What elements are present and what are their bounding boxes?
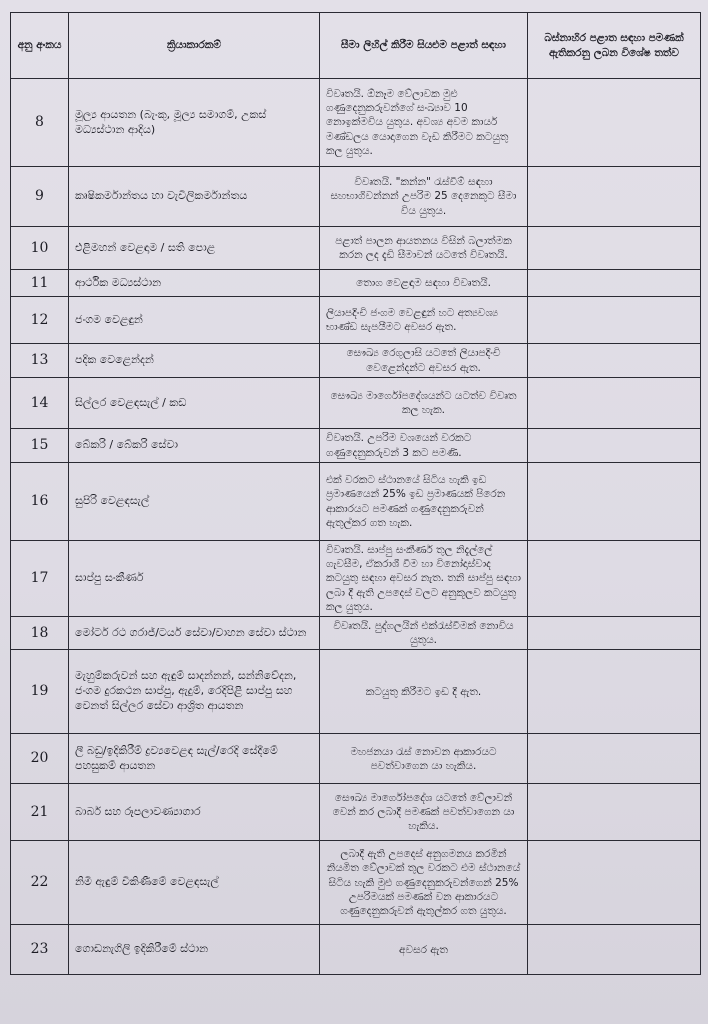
row-activity: සිල්ලර වෙළඳසැල් / කඩ: [69, 378, 320, 429]
header-western-province: බස්නාහිර පළාත සඳහා පමණක් ඇතිකරනු ලබන විශේෂ තත්ව: [528, 13, 701, 79]
header-activity: ක්‍රියාකාරකම්: [69, 13, 320, 79]
table-row: [11, 429, 701, 463]
row-activity: මෝටර් රථ ගරාජ්/ටයර් සේවා/වාහන සේවා ස්ථාන: [69, 616, 320, 649]
row-western-province-condition: [528, 541, 701, 617]
row-activity: බේකරි / බේකරි සේවා: [69, 429, 320, 463]
row-all-provinces-condition: විවෘතයි. පුද්ගලයින් එක්රැස්වීමක් නොවිය යුතුය.: [320, 616, 528, 649]
row-all-provinces-condition: විවෘතයි. උපරිම වශයෙන් වරකට ගණුදෙනුකරුවන් 3 කට පමණි.: [320, 429, 528, 463]
row-activity: ආර්ථික මධ්‍යස්ථාන: [69, 270, 320, 297]
row-activity: ජංගම වෙළඳුන්: [69, 297, 320, 344]
row-activity: සාප්පු සංකීර්ණ: [69, 541, 320, 617]
header-serial-no: අනු අංකය: [11, 13, 69, 79]
row-all-provinces-condition: සෞඛ්‍ය මාර්ගෝපදේශ යටතේ වේලාවන් වෙන් කර ලබාදී පමණක් පවත්වාගෙන යා හැකිය.: [320, 784, 528, 841]
row-activity: පදික වෙළෙන්දන්: [69, 344, 320, 378]
row-serial-no: 12: [11, 297, 69, 344]
header-all-provinces: සීමා ලිහිල් කිරීම සියළුම පළාත් සඳහා: [320, 13, 528, 79]
row-activity: නිමි ඇඳුම් විකිණීමේ වෙළඳසැල්: [69, 841, 320, 925]
row-all-provinces-condition: පළාත් පාලන ආයතනය විසින් බලාත්මක කරන ලද දැඩි සීමාවන් යටතේ විවෘතයි.: [320, 227, 528, 270]
row-western-province-condition: [528, 297, 701, 344]
row-western-province-condition: [528, 227, 701, 270]
row-serial-no: 11: [11, 270, 69, 297]
table-row: [11, 297, 701, 344]
table-row: [11, 378, 701, 429]
row-serial-no: 18: [11, 616, 69, 649]
row-activity: කෘෂිකර්මාන්තය හා වැවිලිකර්මාන්තය: [69, 167, 320, 227]
table-row: [11, 167, 701, 227]
table-body: [11, 79, 701, 975]
row-all-provinces-condition: විවෘතයි. ඕනෑම වේලාවක මුළු ගණුදෙනුකරුවන්ගේ සංඛ්‍යාව 10 නොඉක්මවිය යුතුය. අවශ්‍ය අවම කාර්ය මණ්ඩලය යොදාගෙන වැඩ කිරීමට කටයුතු කල යුතුය.: [320, 79, 528, 167]
row-serial-no: 8: [11, 79, 69, 167]
table-row: [11, 270, 701, 297]
row-activity: මූල්‍ය ආයතන (බැංකු, මූල්‍ය සමාගම්, උකස් මධ්‍යස්ථාන ආදිය): [69, 79, 320, 167]
row-all-provinces-condition: කටයුතු කිරීමට ඉඩ දී ඇත.: [320, 650, 528, 734]
row-activity: ගොඩනැගිලි ඉදිකිරීමේ ස්ථාන: [69, 925, 320, 975]
row-serial-no: 23: [11, 925, 69, 975]
table-row: [11, 344, 701, 378]
row-western-province-condition: [528, 463, 701, 541]
row-serial-no: 20: [11, 734, 69, 784]
row-western-province-condition: [528, 925, 701, 975]
row-western-province-condition: [528, 616, 701, 649]
row-all-provinces-condition: අවසර ඇත: [320, 925, 528, 975]
table-row: [11, 650, 701, 734]
row-activity: එළිමහන් වෙළඳාම / සති පොළ: [69, 227, 320, 270]
row-serial-no: 22: [11, 841, 69, 925]
row-activity: බාබර් සහ රූපලාවණ්‍යාගාර: [69, 784, 320, 841]
row-western-province-condition: [528, 650, 701, 734]
row-western-province-condition: [528, 167, 701, 227]
row-serial-no: 19: [11, 650, 69, 734]
row-western-province-condition: [528, 79, 701, 167]
table-row: [11, 734, 701, 784]
row-all-provinces-condition: විවෘතයි. "කන්න" රැස්වීම් සඳහා සහභාගිවන්නන් උපරිම 25 දෙනෙකුට සීමා විය යුතුය.: [320, 167, 528, 227]
table-row: [11, 541, 701, 617]
row-serial-no: 16: [11, 463, 69, 541]
row-activity: සුපිරි වෙළඳසැල්: [69, 463, 320, 541]
row-western-province-condition: [528, 734, 701, 784]
row-serial-no: 14: [11, 378, 69, 429]
row-western-province-condition: [528, 784, 701, 841]
restrictions-table: [10, 12, 701, 975]
row-all-provinces-condition: තොග වෙළඳාම සඳහා විවෘතයි.: [320, 270, 528, 297]
row-western-province-condition: [528, 344, 701, 378]
table-row: [11, 463, 701, 541]
row-serial-no: 21: [11, 784, 69, 841]
row-western-province-condition: [528, 841, 701, 925]
row-western-province-condition: [528, 429, 701, 463]
row-all-provinces-condition: ලබාදී ඇති උපදෙස් අනුගමනය කරමින් නියමිත වේලාවක් තුල වරකට එම ස්ථානයේ සිටිය හැකි මුළු ගණුදෙනුකරුවන්ගෙන් 25% උපරිමයක් පමණක් වන ආකාරයට ගණුදෙනුකරුවන් ඇතුල්කර ගත යුතුය.: [320, 841, 528, 925]
row-activity: ලී බඩු/ඉදිකිරීම් ද්‍රව්‍යවෙළඳ සැල්/රෙදි සේදීමේ පහසුකම් ආයතන: [69, 734, 320, 784]
header-row: [11, 13, 701, 79]
table-row: [11, 784, 701, 841]
row-serial-no: 13: [11, 344, 69, 378]
row-serial-no: 17: [11, 541, 69, 617]
row-all-provinces-condition: සෞඛ්‍ය රෙගුලාසි යටතේ ලියාපදිංචි වෙළෙන්දන්ට අවසර ඇත.: [320, 344, 528, 378]
row-activity: මැහුම්කරුවන් සහ ඇඳුම් සාදන්නන්, සන්නිවේදන, ජංගම දුරකථන සාප්පු, ඇදුම්, රෙදිපිළි සාප්පු සහ වෙනත් සිල්ලර සේවා ආශ්‍රිත ආයතන: [69, 650, 320, 734]
row-serial-no: 15: [11, 429, 69, 463]
row-serial-no: 10: [11, 227, 69, 270]
table-row: [11, 616, 701, 649]
row-all-provinces-condition: එක් වරකට ස්ථානයේ සිටිය හැකි ඉඩ ප්‍රමාණයෙන් 25% ඉඩ ප්‍රමාණයක් පිරෙන ආකාරයට පමණක් ගණුදෙනුකරුවන් ඇතුල්කර ගත හැක.: [320, 463, 528, 541]
row-serial-no: 9: [11, 167, 69, 227]
row-western-province-condition: [528, 378, 701, 429]
table-row: [11, 841, 701, 925]
row-western-province-condition: [528, 270, 701, 297]
row-all-provinces-condition: විවෘතයි. සාප්පු සංකීර්ණ තුල නිදැල්ලේ ගැවසීම, ඒකරාශී වීම හා විනෝදාස්වාද කටයුතු සඳහා අවසර නැත. තනි සාප්පු සඳහා ලබා දී ඇති උපදෙස් වලට අනුකූලව කටයුතු කල යුතුය.: [320, 541, 528, 617]
table-row: [11, 79, 701, 167]
row-all-provinces-condition: ලියාපදිංචි ජංගම වෙළඳුන් හට අත්‍යවශ්‍ය භාණ්ඩ සැපයීමට අවසර ඇත.: [320, 297, 528, 344]
table-row: [11, 925, 701, 975]
table-row: [11, 227, 701, 270]
row-all-provinces-condition: සෞඛ්‍ය මාර්ගෝපදේශයන්ට යටත්ව විවෘත කල හැක.: [320, 378, 528, 429]
row-all-provinces-condition: මහජනයා රැස් නොවන ආකාරයට පවත්වාගෙන යා හැකිය.: [320, 734, 528, 784]
